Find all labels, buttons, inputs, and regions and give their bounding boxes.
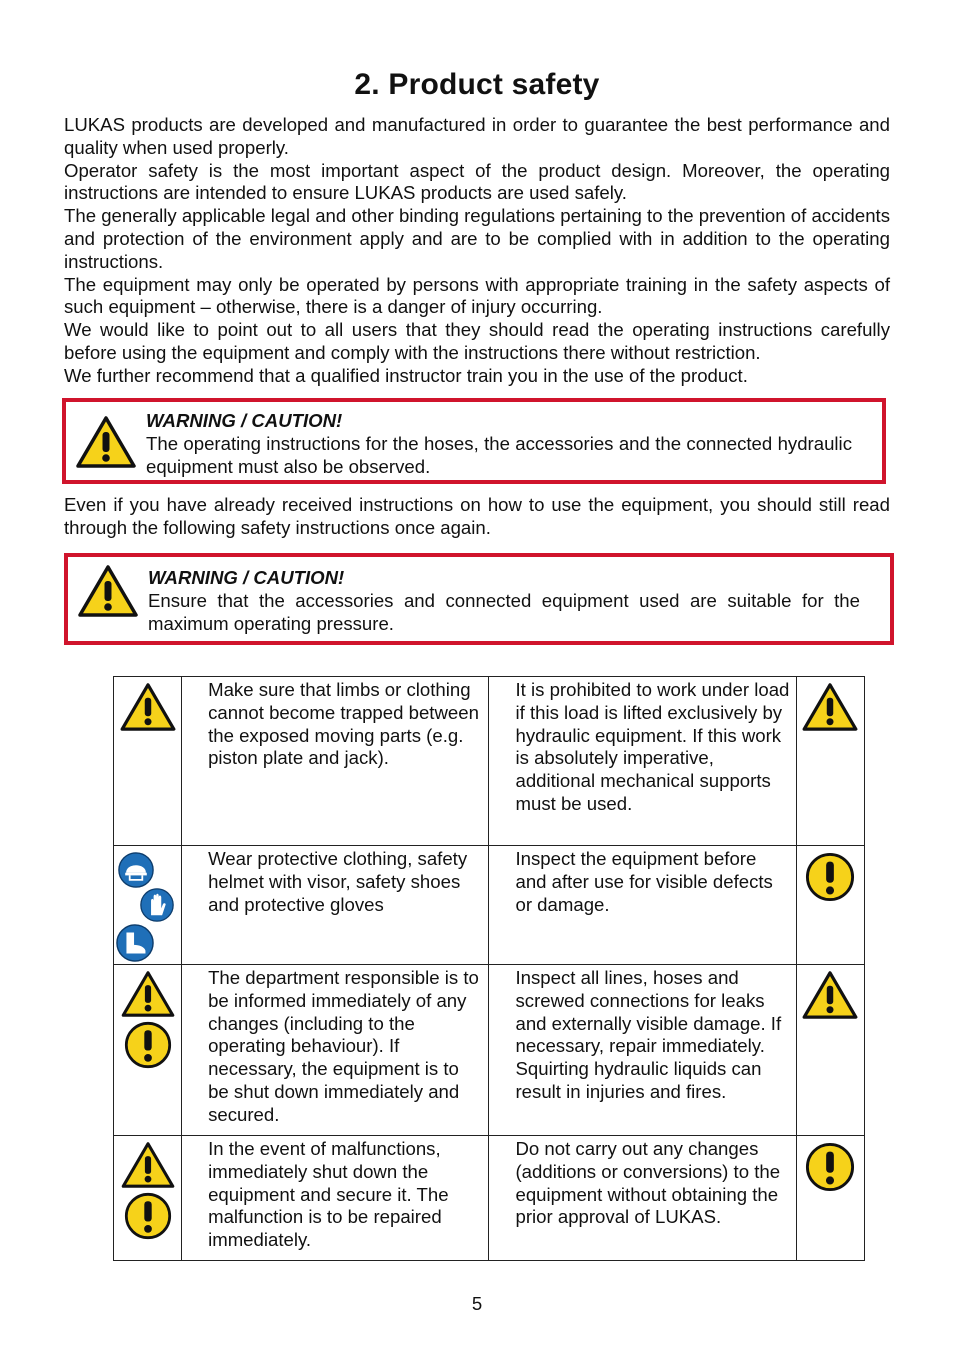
page-title: 2. Product safety	[354, 68, 600, 101]
intro-paragraph: The equipment may only be operated by persons with appropriate training in the safety aspects of such equipment – otherwise, there is a danger of injury occurring.	[64, 273, 890, 318]
warning-triangle-icon	[120, 683, 176, 731]
exclamation-circle-icon	[124, 1192, 172, 1240]
icon-cell	[796, 1136, 864, 1261]
instruction-cell: Inspect all lines, hoses and screwed connections for leaks and externally visible damage. If necessary, repair immediately. Squirting hydraulic liquids can result in injuries and fires.	[489, 965, 796, 1136]
intro-paragraph: Operator safety is the most important aspect of the product design. Moreover, the operating instructions are intended to ensure LUKAS products are used safely.	[64, 159, 890, 204]
reminder-text: Even if you have already received instructions on how to use the equipment, you should still read through the following safety instructions once again.	[64, 494, 890, 538]
intro-paragraph: The generally applicable legal and other binding regulations pertaining to the prevention of accidents and protection of the environment apply and are to be complied with in addition to the operating instructions.	[64, 205, 890, 272]
warning-box-hoses	[62, 398, 886, 484]
safety-instructions-table	[113, 676, 865, 1261]
warning-text: Ensure that the accessories and connected equipment used are suitable for the maximum operating pressure.	[148, 589, 860, 634]
intro-paragraph: LUKAS products are developed and manufactured in order to guarantee the best performance and quality when used properly.	[64, 114, 890, 158]
instruction-cell: In the event of malfunctions, immediately shut down the equipment and secure it. The malfunction is to be repaired immediately.	[182, 1136, 489, 1261]
warning-text: The operating instructions for the hoses, the accessories and the connected hydraulic equipment must also be observed.	[146, 432, 852, 477]
exclamation-circle-icon	[805, 852, 855, 902]
intro-text	[64, 114, 890, 388]
warning-triangle-icon	[78, 565, 138, 617]
page-number: 5	[471, 1293, 483, 1314]
warning-triangle-icon	[121, 971, 175, 1017]
warning-heading: WARNING / CAUTION!	[148, 567, 345, 588]
icon-cell	[114, 1136, 182, 1261]
warning-heading: WARNING / CAUTION!	[146, 410, 343, 431]
exclamation-circle-icon	[124, 1021, 172, 1069]
safety-shoes-icon	[116, 924, 154, 962]
gloves-icon	[140, 888, 174, 922]
instruction-cell: It is prohibited to work under load if this load is lifted exclusively by hydraulic equipment. If this work is absolutely imperative, additional mechanical supports must be used.	[489, 677, 796, 846]
instruction-cell: The department responsible is to be informed immediately of any changes (including to the operating behaviour). If necessary, the equipment is to be shut down immediately and secured.	[182, 965, 489, 1136]
table-row	[114, 1136, 865, 1261]
intro-paragraph: We would like to point out to all users that they should read the operating instructions carefully before using the equipment and comply with the instructions there without restriction.	[64, 319, 890, 363]
table-row	[114, 965, 865, 1136]
table-row	[114, 677, 865, 846]
warning-triangle-icon	[802, 683, 858, 731]
instruction-cell: Wear protective clothing, safety helmet with visor, safety shoes and protective gloves	[182, 846, 489, 965]
exclamation-circle-icon	[805, 1142, 855, 1192]
warning-triangle-icon	[121, 1142, 175, 1188]
table-row	[114, 846, 865, 965]
icon-cell	[114, 965, 182, 1136]
icon-cell	[796, 846, 864, 965]
instruction-cell: Make sure that limbs or clothing cannot become trapped between the exposed moving parts (e.g. piston plate and jack).	[182, 677, 489, 846]
warning-triangle-icon	[802, 971, 858, 1019]
icon-cell	[796, 677, 864, 846]
warning-box-pressure	[64, 553, 894, 645]
helmet-visor-icon	[118, 852, 154, 888]
intro-paragraph: We further recommend that a qualified instructor train you in the use of the product.	[64, 364, 748, 386]
icon-cell	[796, 965, 864, 1136]
instruction-cell: Inspect the equipment before and after use for visible defects or damage.	[489, 846, 796, 965]
icon-cell	[114, 846, 182, 965]
instruction-cell: Do not carry out any changes (additions or conversions) to the equipment without obtaining the prior approval of LUKAS.	[489, 1136, 796, 1261]
warning-triangle-icon	[76, 416, 136, 468]
icon-cell	[114, 677, 182, 846]
